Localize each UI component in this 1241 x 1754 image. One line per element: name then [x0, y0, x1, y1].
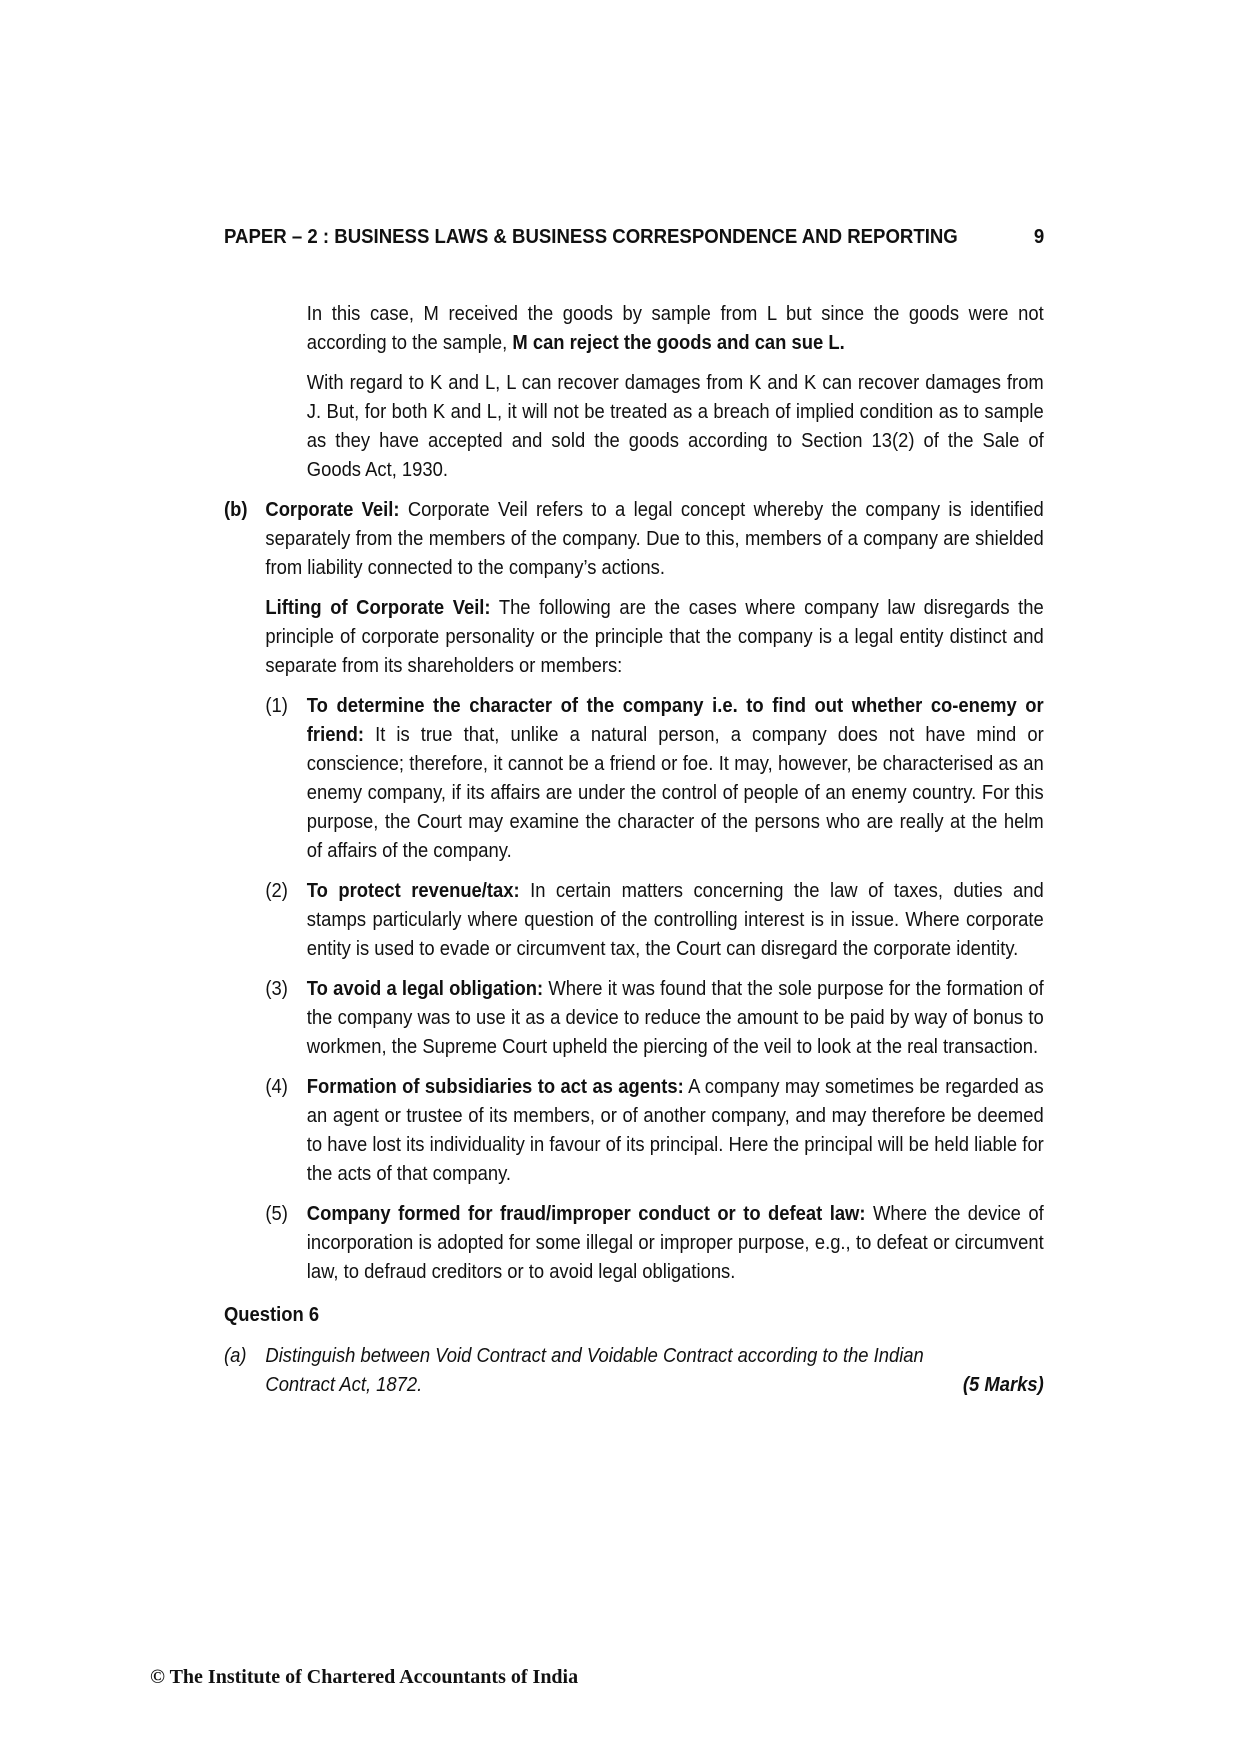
- list-item: [265, 975, 1043, 1062]
- list-item-heading: Company formed for fraud/improper conduct or to defeat law:: [306, 1203, 866, 1225]
- list-item-heading: To determine the character of the company i.e. to find out whether co-enemy or friend:: [306, 695, 1044, 746]
- question-6a: [224, 1342, 1044, 1400]
- list-item-heading: To protect revenue/tax:: [306, 880, 520, 902]
- list-item-text: Where the device of incorporation is adopted for some illegal or improper purpose, e.g., to defeat or circumvent law, to defraud creditors or to avoid legal obligations.: [306, 1203, 1044, 1283]
- list-item: [265, 1073, 1043, 1189]
- list-item-body: [307, 975, 1044, 1062]
- corporate-veil-heading: Corporate Veil:: [265, 499, 400, 521]
- copyright-footer: © The Institute of Chartered Accountants of India: [150, 1666, 579, 1688]
- lifting-veil-paragraph: [265, 594, 1043, 681]
- lifting-veil-cases-list: [265, 692, 1043, 1287]
- marks-label: (5 Marks): [962, 1374, 1044, 1396]
- list-item-marker: (1): [265, 695, 288, 717]
- page-number: 9: [1033, 226, 1045, 248]
- part-b-body: [265, 496, 1043, 1287]
- question-6a-body: [265, 1342, 1043, 1400]
- list-item-body: [307, 1073, 1044, 1189]
- question-6a-text-line1: Distinguish between Void Contract and Voidable Contract according to the Indian: [265, 1345, 924, 1367]
- list-item-body: [307, 1200, 1044, 1287]
- list-item-heading: Formation of subsidiaries to act as agents:: [306, 1076, 684, 1098]
- intro-paragraph-2: With regard to K and L, L can recover damages from K and K can recover damages from J. But, for both K and L, it will not be treated as a breach of implied condition as to sample as they have accepted and sold the goods according to Section 13(2) of the Sale of Goods Act, 1930.: [306, 372, 1044, 481]
- question-6-heading: Question 6: [224, 1304, 320, 1326]
- page-content: [224, 300, 1044, 1400]
- list-item: [265, 877, 1043, 964]
- list-item: [265, 1200, 1043, 1287]
- list-item-marker: (5): [265, 1203, 288, 1225]
- list-item-text: Where it was found that the sole purpose for the formation of the company was to use it as a device to reduce the amount to be paid by way of bonus to workmen, the Supreme Court upheld the piercing of the veil to look at the real transaction.: [306, 978, 1044, 1058]
- list-item-marker: (4): [265, 1076, 288, 1098]
- corporate-veil-text: Corporate Veil refers to a legal concept whereby the company is identified separately from the members of the company. Due to this, members of a company are shielded from liability connected to the company’s actions.: [265, 499, 1044, 579]
- paper-title: PAPER – 2 : BUSINESS LAWS & BUSINESS CORRESPONDENCE AND REPORTING: [224, 226, 958, 248]
- question-6a-text-line2: Contract Act, 1872.: [265, 1374, 423, 1396]
- list-item-heading: To avoid a legal obligation:: [306, 978, 544, 1000]
- part-b-marker: (b): [224, 499, 248, 521]
- lifting-veil-text: The following are the cases where company law disregards the principle of corporate personality or the principle that the company is a legal entity distinct and separate from its shareholders or members:: [265, 597, 1044, 677]
- corporate-veil-definition: [265, 496, 1043, 583]
- list-item-text: It is true that, unlike a natural person, a company does not have mind or conscience; therefore, it cannot be a friend or foe. It may, however, be characterised as an enemy company, if its affairs are under the control of people of an enemy country. For this purpose, the Court may examine the character of the persons who are really at the helm of affairs of the company.: [306, 724, 1044, 862]
- question-6a-marker: (a): [224, 1345, 247, 1367]
- question-6a-marks-line: [265, 1371, 1043, 1400]
- part-b: [224, 496, 1044, 1287]
- list-item-marker: (3): [265, 978, 288, 1000]
- list-item-body: [307, 877, 1044, 964]
- list-item-text: A company may sometimes be regarded as an agent or trustee of its members, or of another company, and may therefore be deemed to have lost its individuality in favour of its principal. Here the principal will be held liable for the acts of that company.: [306, 1076, 1044, 1185]
- intro-paragraph-1: [307, 300, 1044, 358]
- page-header: [224, 226, 1044, 249]
- lifting-veil-heading: Lifting of Corporate Veil:: [265, 597, 491, 619]
- list-item: [265, 692, 1043, 866]
- list-item-text: In certain matters concerning the law of taxes, duties and stamps particularly where question of the controlling interest is in issue. Where corporate entity is used to evade or circumvent tax, the Court can disregard the corporate identity.: [306, 880, 1044, 960]
- intro-conclusion: M can reject the goods and can sue L.: [512, 332, 845, 354]
- intro-paragraph-1-text: In this case, M received the goods by sample from L but since the goods were not according to the sample,: [306, 303, 1044, 354]
- list-item-marker: (2): [265, 880, 288, 902]
- list-item-body: [307, 692, 1044, 866]
